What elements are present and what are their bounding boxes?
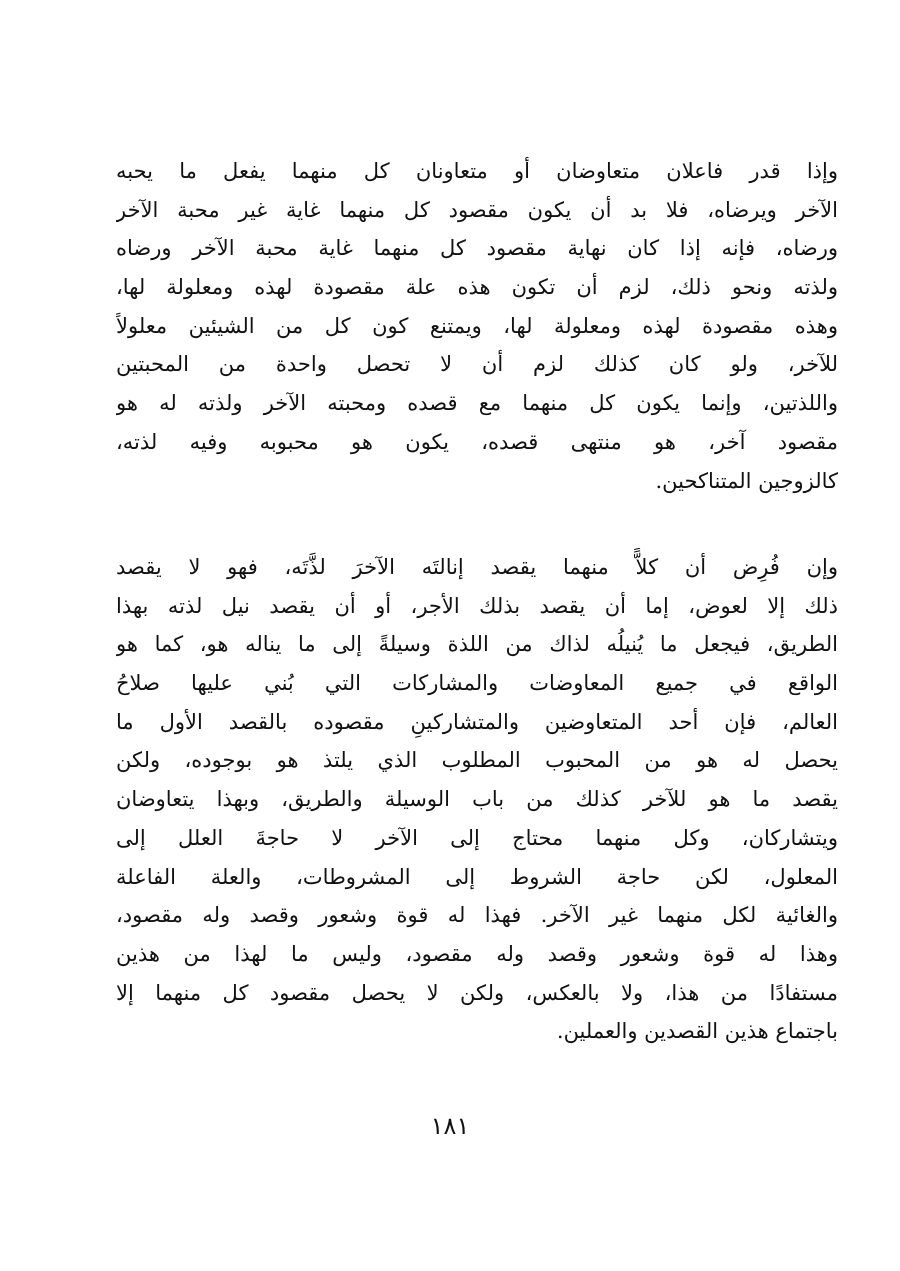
text-line: باجتماع هذين القصدين والعملين.	[556, 1019, 838, 1044]
text-line: ورضاه، فإنه إذا كان نهاية مقصود كل منهما غاية محبة الآخر ورضاه	[116, 236, 838, 261]
text-line: ويتشاركان، وكل منهما محتاج إلى الآخر لا حاجةَ العلل إلى	[116, 825, 838, 850]
text-line: يحصل له هو من المحبوب المطلوب الذي يلتذ هو بوجوده، ولكن	[116, 748, 838, 773]
text-line: وهذه مقصودة لهذه ومعلولة لها، ويمتنع كون كل من الشيئين معلولاً	[116, 313, 838, 338]
text-line: وإذا قدر فاعلان متعاوضان أو متعاونان كل منهما يفعل ما يحبه	[116, 159, 838, 183]
text-line: مستفادًا من هذا، ولا بالعكس، ولكن لا يحصل مقصود كل منهما إلا	[116, 980, 838, 1005]
text-line: للآخر، ولو كان كذلك لزم أن لا تحصل واحدة من المحبتين	[116, 352, 838, 377]
text-line: الآخر ويرضاه، فلا بد أن يكون مقصود كل منهما غاية غير محبة الآخر	[116, 197, 838, 222]
text-line: المعلول، لكن حاجة الشروط إلى المشروطات، والعلة الفاعلة	[116, 864, 838, 889]
text-line: الطريق، فيجعل ما يُنيلُه لذاك من اللذة وسيلةً إلى ما يناله هو، كما هو	[116, 632, 838, 657]
text-line: وإن فُرِض أن كلاًّ منهما يقصد إنالتَه الآخرَ لذَّتَه، فهو لا يقصد	[116, 555, 838, 579]
text-line: ذلك إلا لعوض، إما أن يقصد بذلك الأجر، أو أن يقصد نيل لذته بهذا	[116, 593, 838, 618]
text-line: واللذتين، وإنما يكون كل منهما مع قصده ومحبته الآخر ولذته له هو	[116, 391, 838, 416]
text-line: مقصود آخر، هو منتهى قصده، يكون هو محبوبه وفيه لذته،	[116, 429, 838, 454]
paragraph-1	[116, 152, 838, 500]
page-number: ١٨١	[430, 1112, 470, 1140]
text-line: ولذته ونحو ذلك، لزم أن تكون هذه علة مقصودة لهذه ومعلولة لها،	[116, 275, 838, 300]
text-line: يقصد ما هو للآخر كذلك من باب الوسيلة والطريق، وبهذا يتعاوضان	[116, 787, 838, 812]
text-line: والغائية لكل منهما غير الآخر. فهذا له قوة وشعور وقصد وله مقصود،	[116, 903, 838, 928]
text-line: العالم، فإن أحد المتعاوضين والمتشاركينِ مقصوده بالقصد الأول ما	[116, 709, 838, 734]
text-line: كالزوجين المتناكحين.	[655, 468, 838, 493]
text-line: الواقع في جميع المعاوضات والمشاركات التي بُني عليها صلاحُ	[116, 671, 838, 696]
paragraph-2	[116, 548, 838, 1051]
text-line: وهذا له قوة وشعور وقصد وله مقصود، وليس ما لهذا من هذين	[116, 941, 838, 966]
